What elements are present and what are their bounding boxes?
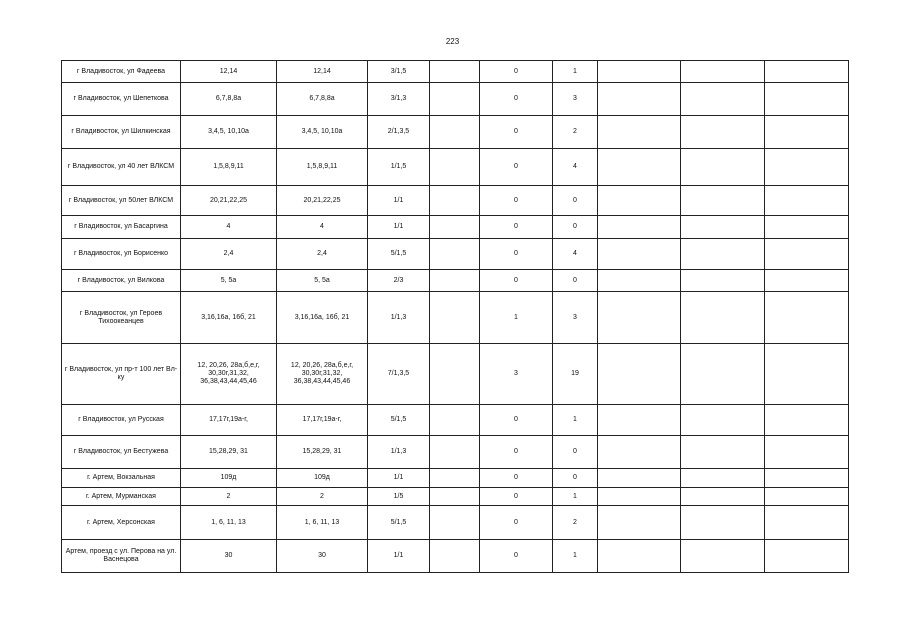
houses-repeat-cell: 2 — [277, 488, 368, 506]
houses-repeat-cell: 1, 6, 11, 13 — [277, 506, 368, 540]
code-cell: 5/1,5 — [368, 405, 430, 436]
empty-cell — [681, 216, 765, 239]
address-cell: г Владивосток, ул 50лет ВЛКСМ — [62, 186, 181, 216]
count-b-cell: 0 — [553, 469, 598, 488]
count-b-cell: 4 — [553, 239, 598, 270]
empty-cell — [765, 149, 849, 186]
address-cell: Артем, проезд с ул. Перова на ул. Васнецова — [62, 540, 181, 573]
houses-cell: 4 — [181, 216, 277, 239]
empty-cell — [765, 506, 849, 540]
count-b-cell: 2 — [553, 506, 598, 540]
table-row — [62, 216, 849, 239]
table-row — [62, 469, 849, 488]
code-cell: 3/1,3 — [368, 83, 430, 116]
empty-cell — [598, 270, 681, 292]
table-row — [62, 186, 849, 216]
count-a-cell: 0 — [480, 506, 553, 540]
houses-repeat-cell: 1,5,8,9,11 — [277, 149, 368, 186]
empty-cell — [598, 405, 681, 436]
table-row — [62, 344, 849, 405]
empty-cell — [681, 469, 765, 488]
code-cell: 2/3 — [368, 270, 430, 292]
address-cell: г Владивосток, ул Шепеткова — [62, 83, 181, 116]
code-cell: 3/1,5 — [368, 61, 430, 83]
empty-cell — [598, 149, 681, 186]
houses-repeat-cell: 3,4,5, 10,10а — [277, 116, 368, 149]
houses-repeat-cell: 15,28,29, 31 — [277, 436, 368, 469]
empty-cell — [598, 540, 681, 573]
empty-cell — [681, 506, 765, 540]
empty-cell — [598, 186, 681, 216]
empty-cell — [430, 186, 480, 216]
houses-cell: 20,21,22,25 — [181, 186, 277, 216]
address-cell: г. Артем, Херсонская — [62, 506, 181, 540]
empty-cell — [430, 239, 480, 270]
address-cell: г Владивосток, ул Героев Тихоокеанцев — [62, 292, 181, 344]
empty-cell — [598, 83, 681, 116]
address-table — [61, 60, 849, 573]
code-cell: 5/1,5 — [368, 239, 430, 270]
table-row — [62, 149, 849, 186]
count-a-cell: 0 — [480, 149, 553, 186]
count-b-cell: 1 — [553, 540, 598, 573]
table-row — [62, 540, 849, 573]
empty-cell — [765, 488, 849, 506]
address-cell: г Владивосток, ул Басаргина — [62, 216, 181, 239]
houses-cell: 109д — [181, 469, 277, 488]
code-cell: 1/1 — [368, 540, 430, 573]
empty-cell — [681, 61, 765, 83]
empty-cell — [765, 83, 849, 116]
empty-cell — [430, 469, 480, 488]
empty-cell — [598, 61, 681, 83]
houses-repeat-cell: 5, 5а — [277, 270, 368, 292]
count-a-cell: 0 — [480, 216, 553, 239]
address-cell: г. Артем, Вокзальная — [62, 469, 181, 488]
houses-cell: 17,17г,19а-г, — [181, 405, 277, 436]
empty-cell — [765, 61, 849, 83]
empty-cell — [681, 83, 765, 116]
empty-cell — [681, 344, 765, 405]
empty-cell — [765, 239, 849, 270]
empty-cell — [598, 436, 681, 469]
empty-cell — [430, 405, 480, 436]
houses-cell: 1,5,8,9,11 — [181, 149, 277, 186]
address-cell: г Владивосток, ул пр-т 100 лет Вл-ку — [62, 344, 181, 405]
houses-repeat-cell: 6,7,8,8а — [277, 83, 368, 116]
empty-cell — [765, 469, 849, 488]
empty-cell — [430, 436, 480, 469]
count-b-cell: 2 — [553, 116, 598, 149]
empty-cell — [598, 488, 681, 506]
empty-cell — [681, 488, 765, 506]
houses-repeat-cell: 30 — [277, 540, 368, 573]
houses-cell: 12,14 — [181, 61, 277, 83]
houses-repeat-cell: 2,4 — [277, 239, 368, 270]
empty-cell — [430, 61, 480, 83]
houses-cell: 3,4,5, 10,10а — [181, 116, 277, 149]
table-row — [62, 436, 849, 469]
houses-cell: 3,16,16а, 16б, 21 — [181, 292, 277, 344]
table-row — [62, 239, 849, 270]
empty-cell — [430, 506, 480, 540]
empty-cell — [765, 436, 849, 469]
count-a-cell: 0 — [480, 83, 553, 116]
code-cell: 1/1 — [368, 216, 430, 239]
count-a-cell: 0 — [480, 540, 553, 573]
table-row — [62, 405, 849, 436]
empty-cell — [681, 436, 765, 469]
empty-cell — [681, 270, 765, 292]
count-b-cell: 3 — [553, 292, 598, 344]
count-b-cell: 3 — [553, 83, 598, 116]
empty-cell — [765, 292, 849, 344]
count-b-cell: 19 — [553, 344, 598, 405]
code-cell: 7/1,3,5 — [368, 344, 430, 405]
houses-repeat-cell: 4 — [277, 216, 368, 239]
address-cell: г Владивосток, ул Борисенко — [62, 239, 181, 270]
empty-cell — [765, 116, 849, 149]
empty-cell — [681, 239, 765, 270]
empty-cell — [430, 116, 480, 149]
address-cell: г Владивосток, ул 40 лет ВЛКСМ — [62, 149, 181, 186]
code-cell: 2/1,3,5 — [368, 116, 430, 149]
address-cell: г Владивосток, ул Русская — [62, 405, 181, 436]
table-row — [62, 292, 849, 344]
empty-cell — [598, 344, 681, 405]
table-row — [62, 116, 849, 149]
empty-cell — [430, 270, 480, 292]
count-b-cell: 0 — [553, 186, 598, 216]
empty-cell — [598, 292, 681, 344]
empty-cell — [430, 83, 480, 116]
houses-cell: 2 — [181, 488, 277, 506]
houses-repeat-cell: 17,17г,19а-г, — [277, 405, 368, 436]
houses-cell: 30 — [181, 540, 277, 573]
count-a-cell: 0 — [480, 469, 553, 488]
code-cell: 1/1 — [368, 186, 430, 216]
empty-cell — [765, 344, 849, 405]
count-a-cell: 0 — [480, 488, 553, 506]
count-a-cell: 0 — [480, 405, 553, 436]
empty-cell — [681, 405, 765, 436]
empty-cell — [598, 239, 681, 270]
table-body — [62, 61, 849, 573]
count-b-cell: 4 — [553, 149, 598, 186]
empty-cell — [430, 540, 480, 573]
count-a-cell: 1 — [480, 292, 553, 344]
table-row — [62, 83, 849, 116]
count-b-cell: 0 — [553, 270, 598, 292]
houses-cell: 6,7,8,8а — [181, 83, 277, 116]
count-b-cell: 1 — [553, 488, 598, 506]
table-row — [62, 506, 849, 540]
empty-cell — [681, 292, 765, 344]
count-b-cell: 1 — [553, 61, 598, 83]
empty-cell — [430, 344, 480, 405]
count-a-cell: 0 — [480, 186, 553, 216]
empty-cell — [598, 469, 681, 488]
empty-cell — [430, 216, 480, 239]
empty-cell — [681, 186, 765, 216]
houses-repeat-cell: 12,14 — [277, 61, 368, 83]
count-b-cell: 0 — [553, 436, 598, 469]
empty-cell — [765, 405, 849, 436]
count-a-cell: 0 — [480, 270, 553, 292]
houses-repeat-cell: 12, 20,26, 28а,б,е,г, 30,30г,31,32, 36,38,43,44,45,46 — [277, 344, 368, 405]
empty-cell — [681, 116, 765, 149]
empty-cell — [598, 116, 681, 149]
count-a-cell: 0 — [480, 116, 553, 149]
address-cell: г. Артем, Мурманская — [62, 488, 181, 506]
code-cell: 5/1,5 — [368, 506, 430, 540]
empty-cell — [430, 292, 480, 344]
address-cell: г Владивосток, ул Фадеева — [62, 61, 181, 83]
empty-cell — [598, 506, 681, 540]
houses-repeat-cell: 109д — [277, 469, 368, 488]
count-a-cell: 0 — [480, 61, 553, 83]
address-cell: г Владивосток, ул Шилкинская — [62, 116, 181, 149]
code-cell: 1/1,3 — [368, 292, 430, 344]
houses-repeat-cell: 3,16,16а, 16б, 21 — [277, 292, 368, 344]
houses-cell: 12, 20,26, 28а,б,е,г, 30,30г,31,32, 36,38,43,44,45,46 — [181, 344, 277, 405]
address-cell: г Владивосток, ул Бестужева — [62, 436, 181, 469]
table-row — [62, 488, 849, 506]
code-cell: 1/1 — [368, 469, 430, 488]
empty-cell — [598, 216, 681, 239]
houses-cell: 15,28,29, 31 — [181, 436, 277, 469]
houses-repeat-cell: 20,21,22,25 — [277, 186, 368, 216]
empty-cell — [765, 186, 849, 216]
empty-cell — [430, 149, 480, 186]
page-number: 223 — [445, 37, 460, 46]
empty-cell — [765, 540, 849, 573]
houses-cell: 5, 5а — [181, 270, 277, 292]
count-b-cell: 1 — [553, 405, 598, 436]
table-row — [62, 270, 849, 292]
count-a-cell: 0 — [480, 436, 553, 469]
empty-cell — [765, 270, 849, 292]
count-b-cell: 0 — [553, 216, 598, 239]
empty-cell — [681, 149, 765, 186]
empty-cell — [681, 540, 765, 573]
code-cell: 1/1,3 — [368, 436, 430, 469]
empty-cell — [430, 488, 480, 506]
houses-cell: 2,4 — [181, 239, 277, 270]
empty-cell — [765, 216, 849, 239]
code-cell: 1/1,5 — [368, 149, 430, 186]
address-cell: г Владивосток, ул Вилкова — [62, 270, 181, 292]
count-a-cell: 3 — [480, 344, 553, 405]
count-a-cell: 0 — [480, 239, 553, 270]
code-cell: 1/5 — [368, 488, 430, 506]
table-row — [62, 61, 849, 83]
houses-cell: 1, 6, 11, 13 — [181, 506, 277, 540]
